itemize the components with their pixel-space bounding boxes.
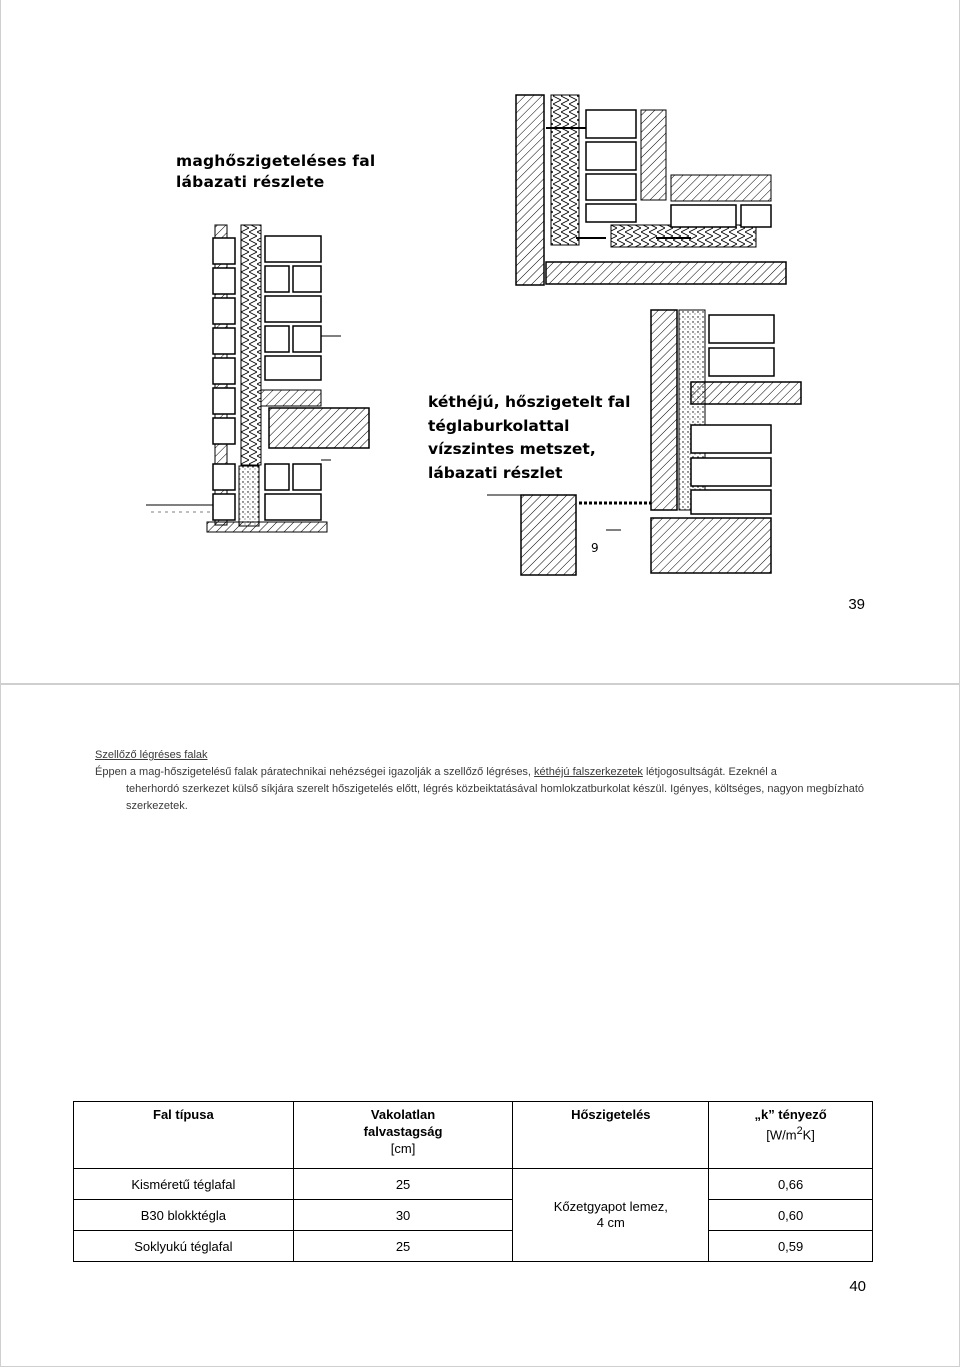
header-wall-type: Fal típusa [74, 1102, 294, 1169]
page-number: 39 [848, 596, 865, 613]
para-text-a: Éppen a mag-hőszigetelésű falak páratechnikai nehézségei igazolják a szellőző légréses, [95, 766, 535, 778]
label-mag-wall [176, 151, 375, 193]
label-mag-line-2: lábazati részlete [176, 173, 325, 191]
label-keth-line-2: téglaburkolattal [428, 416, 570, 435]
cell-type: Soklyukú téglafal [74, 1231, 294, 1262]
cell-thickness: 25 [293, 1169, 513, 1200]
paragraph-1 [95, 764, 875, 781]
label-mag-line-1: maghőszigeteléses fal [176, 152, 376, 170]
k-unit-post: K] [802, 1127, 815, 1143]
section-heading: Szellőző légréses falak [95, 749, 208, 761]
page-number: 40 [849, 1278, 866, 1295]
cell-thickness: 30 [293, 1200, 513, 1231]
header-thickness-line-2: falvastagság [363, 1124, 443, 1139]
header-thickness-unit: [cm] [390, 1141, 416, 1156]
cell-k: 0,66 [709, 1169, 873, 1200]
drawing-mark: 9 [591, 541, 599, 555]
insulation-line-1: Kőzetgyapot lemez, [553, 1199, 668, 1214]
label-keth-line-1: kéthéjú, hőszigetelt fal [428, 393, 631, 411]
right-top-drawing [516, 95, 786, 285]
header-k-unit [709, 1123, 872, 1143]
cell-k: 0,60 [709, 1200, 873, 1231]
header-k-title: „k” tényező [754, 1107, 827, 1122]
cell-insulation [513, 1169, 709, 1262]
insulation-line-2: 4 cm [596, 1215, 625, 1230]
k-unit-pre: [W/m [766, 1127, 797, 1143]
cell-type: Kisméretű téglafal [74, 1169, 294, 1200]
table-row [74, 1169, 873, 1200]
table-row [74, 1200, 873, 1231]
cell-thickness: 25 [293, 1231, 513, 1262]
left-wall-drawing [146, 225, 369, 532]
label-double-shell-wall [428, 391, 630, 485]
paragraph-2: teherhordó szerkezet külső síkjára szerelt hőszigetelés előtt, légrés közbeiktatásával homlokzatburkolat készül. Igényes, költséges, nagyon megbízható szerkezetek. [126, 783, 865, 812]
k-value-table [73, 1101, 873, 1262]
header-k-value [709, 1102, 873, 1169]
para-link[interactable]: kéthéjú falszerkezetek [534, 766, 643, 778]
label-keth-line-4: lábazati részlet [428, 463, 563, 482]
cell-type: B30 blokktégla [74, 1200, 294, 1231]
para-text-b: létjogosultságát. Ezeknél a [642, 766, 777, 778]
label-keth-line-3: vízszintes metszet, [428, 440, 596, 458]
cell-k: 0,59 [709, 1231, 873, 1262]
header-thickness [293, 1102, 513, 1169]
text-block [95, 747, 875, 815]
header-insulation: Hőszigetelés [513, 1102, 709, 1169]
table-header-row [74, 1102, 873, 1169]
construction-drawing [1, 0, 959, 683]
header-thickness-line-1: Vakolatlan [370, 1107, 436, 1122]
table-row [74, 1231, 873, 1262]
k-unit-sup: 2 [796, 1125, 803, 1137]
